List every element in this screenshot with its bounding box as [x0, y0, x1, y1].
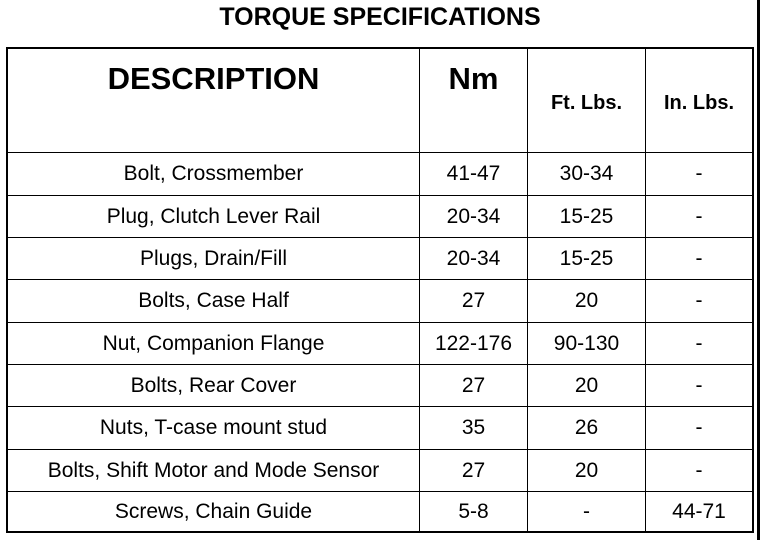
right-edge-rule [757, 0, 760, 540]
cell-description: Bolts, Rear Cover [8, 365, 420, 406]
table-row [8, 238, 752, 280]
cell-in-lbs: - [695, 416, 703, 439]
torque-table [6, 47, 754, 533]
column-header-in-lbs: In. Lbs. [664, 92, 734, 114]
cell-nm: 27 [420, 280, 528, 322]
cell-ft-lbs: 15-25 [528, 238, 646, 279]
cell-in-lbs: - [695, 162, 703, 185]
cell-ft-lbs: 26 [528, 407, 646, 449]
cell-ft-lbs: 20 [528, 450, 646, 491]
table-row [8, 323, 752, 365]
cell-description: Bolts, Case Half [8, 280, 420, 322]
cell-description: Bolt, Crossmember [8, 153, 420, 195]
cell-description: Plugs, Drain/Fill [8, 238, 420, 279]
cell-ft-lbs: 30-34 [528, 153, 646, 195]
column-header-nm: Nm [420, 49, 528, 152]
cell-in-lbs: - [695, 458, 703, 482]
cell-in-lbs: - [695, 204, 703, 228]
cell-in-lbs: 44-71 [672, 499, 726, 523]
cell-ft-lbs: 15-25 [528, 196, 646, 237]
cell-nm: 27 [420, 365, 528, 406]
table-row [8, 153, 752, 196]
cell-nm: 41-47 [420, 153, 528, 195]
cell-ft-lbs: 90-130 [528, 323, 646, 364]
cell-nm: 5-8 [420, 492, 528, 531]
column-header-ft-lbs: Ft. Lbs. [528, 49, 646, 152]
cell-nm: 20-34 [420, 238, 528, 279]
cell-in-lbs: - [695, 373, 703, 397]
cell-ft-lbs: - [528, 492, 646, 531]
cell-nm: 27 [420, 450, 528, 491]
cell-ft-lbs: 20 [528, 365, 646, 406]
cell-description: Bolts, Shift Motor and Mode Sensor [8, 450, 420, 491]
table-row [8, 365, 752, 407]
cell-description: Nut, Companion Flange [8, 323, 420, 364]
cell-description: Plug, Clutch Lever Rail [8, 196, 420, 237]
page-title: TORQUE SPECIFICATIONS [219, 3, 541, 31]
table-row [8, 450, 752, 492]
table-row [8, 407, 752, 450]
table-row [8, 280, 752, 323]
cell-ft-lbs: 20 [528, 280, 646, 322]
cell-nm: 122-176 [420, 323, 528, 364]
column-header-description: DESCRIPTION [8, 49, 420, 152]
cell-nm: 20-34 [420, 196, 528, 237]
table-row [8, 492, 752, 531]
cell-description: Nuts, T-case mount stud [8, 407, 420, 449]
table-row [8, 196, 752, 238]
cell-in-lbs: - [695, 246, 703, 270]
cell-in-lbs: - [695, 289, 703, 312]
cell-description: Screws, Chain Guide [8, 492, 420, 531]
cell-in-lbs: - [695, 331, 703, 355]
table-header-row [8, 49, 752, 153]
cell-nm: 35 [420, 407, 528, 449]
